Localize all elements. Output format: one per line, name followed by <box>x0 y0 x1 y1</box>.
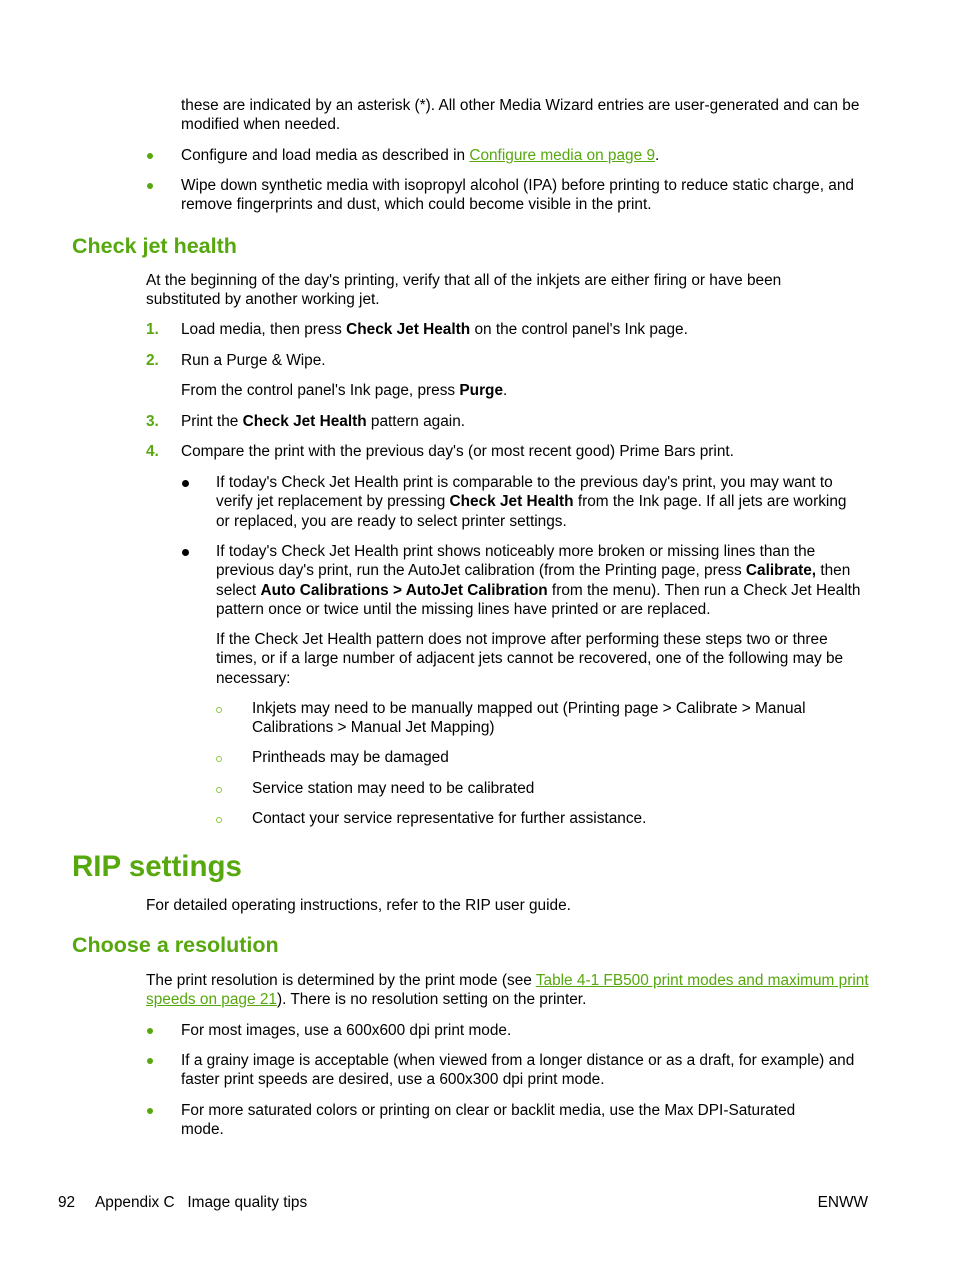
option-item: Printheads may be damaged <box>252 749 449 766</box>
rip-settings-heading: RIP settings <box>72 850 242 883</box>
footer-label: ENWW <box>817 1194 868 1211</box>
option-item: Service station may need to be calibrated <box>252 780 535 797</box>
check-jet-health-heading: Check jet health <box>72 234 237 258</box>
step-number: 3. <box>146 413 159 430</box>
resolution-intro: The print resolution is determined by the print mode (see Table 4-1 FB500 print modes and maximum print speeds on page 21). There is no resolution setting on the printer. <box>146 972 869 1009</box>
step-1: Load media, then press Check Jet Health on the control panel's Ink page. <box>181 321 688 338</box>
step-3: Print the Check Jet Health pattern again. <box>181 413 466 430</box>
bullet-icon <box>182 549 189 556</box>
option-item: Contact your service representative for further assistance. <box>252 810 647 827</box>
bullet-icon <box>147 1058 153 1064</box>
step-4: Compare the print with the previous day's (or most recent good) Prime Bars print. <box>181 443 734 460</box>
rip-intro: For detailed operating instructions, refer to the RIP user guide. <box>146 897 571 914</box>
choose-resolution-heading: Choose a resolution <box>72 933 279 957</box>
resolution-bullet: If a grainy image is acceptable (when viewed from a longer distance or as a draft, for example) and faster print speeds are desired, use a 600x300 dpi print mode. <box>181 1052 855 1089</box>
configure-media-link[interactable]: Configure media on page 9 <box>469 147 656 164</box>
comparable-print-bullet: If today's Check Jet Health print is comparable to the previous day's print, you may want to verify jet replacement by pressing Check Jet Health from the Ink page. If all jets are working or replaced, you are ready to select printer settings. <box>216 474 847 530</box>
resolution-bullet: For most images, use a 600x600 dpi print mode. <box>181 1022 512 1039</box>
sub-bullet-icon <box>216 707 222 713</box>
step-number: 4. <box>146 443 159 460</box>
step-number: 1. <box>146 321 159 338</box>
continuation-paragraph: these are indicated by an asterisk (*). All other Media Wizard entries are user-generated and can be modified when needed. <box>181 97 860 134</box>
step-2: Run a Purge & Wipe. <box>181 352 326 369</box>
wipe-media-bullet: Wipe down synthetic media with isopropyl alcohol (IPA) before printing to reduce static charge, and remove fingerprints and dust, which could become visible in the print. <box>181 177 854 214</box>
bullet-icon <box>147 1108 153 1114</box>
step-2-detail: From the control panel's Ink page, press Purge. <box>181 382 508 399</box>
step-number: 2. <box>146 352 159 369</box>
sub-bullet-icon <box>216 787 222 793</box>
option-item: Inkjets may need to be manually mapped out (Printing page > Calibrate > Manual Calibrations > Manual Jet Mapping) <box>252 700 806 737</box>
check-jet-intro: At the beginning of the day's printing, verify that all of the inkjets are either firing or have been substituted by another working jet. <box>146 272 782 309</box>
bullet-icon <box>147 1028 153 1034</box>
sub-bullet-icon <box>216 817 222 823</box>
configure-media-bullet: Configure and load media as described in Configure media on page 9. <box>181 147 660 164</box>
print-modes-table-link[interactable]: Table 4-1 FB500 print modes and maximum print speeds on page 21 <box>146 972 869 1009</box>
bullet-icon <box>147 153 153 159</box>
broken-lines-bullet: If today's Check Jet Health print shows noticeably more broken or missing lines than the previous day's print, run the AutoJet calibration (from the Printing page, press Calibrate, then select Auto Calibrations > AutoJet Calibration from the menu). Then run a Check Jet Health pattern once or twice until the missing lines have printed or are replaced. <box>216 543 861 619</box>
bullet-icon <box>182 480 189 487</box>
footer-section: Appendix C Image quality tips <box>95 1194 308 1211</box>
sub-bullet-icon <box>216 756 222 762</box>
no-improvement-paragraph: If the Check Jet Health pattern does not improve after performing these steps two or three times, or if a large number of adjacent jets cannot be recovered, one of the following may be necessary: <box>216 631 844 687</box>
bullet-icon <box>147 183 153 189</box>
page-number: 92 <box>58 1194 76 1211</box>
resolution-bullet: For more saturated colors or printing on clear or backlit media, use the Max DPI-Saturated mode. <box>181 1102 796 1139</box>
